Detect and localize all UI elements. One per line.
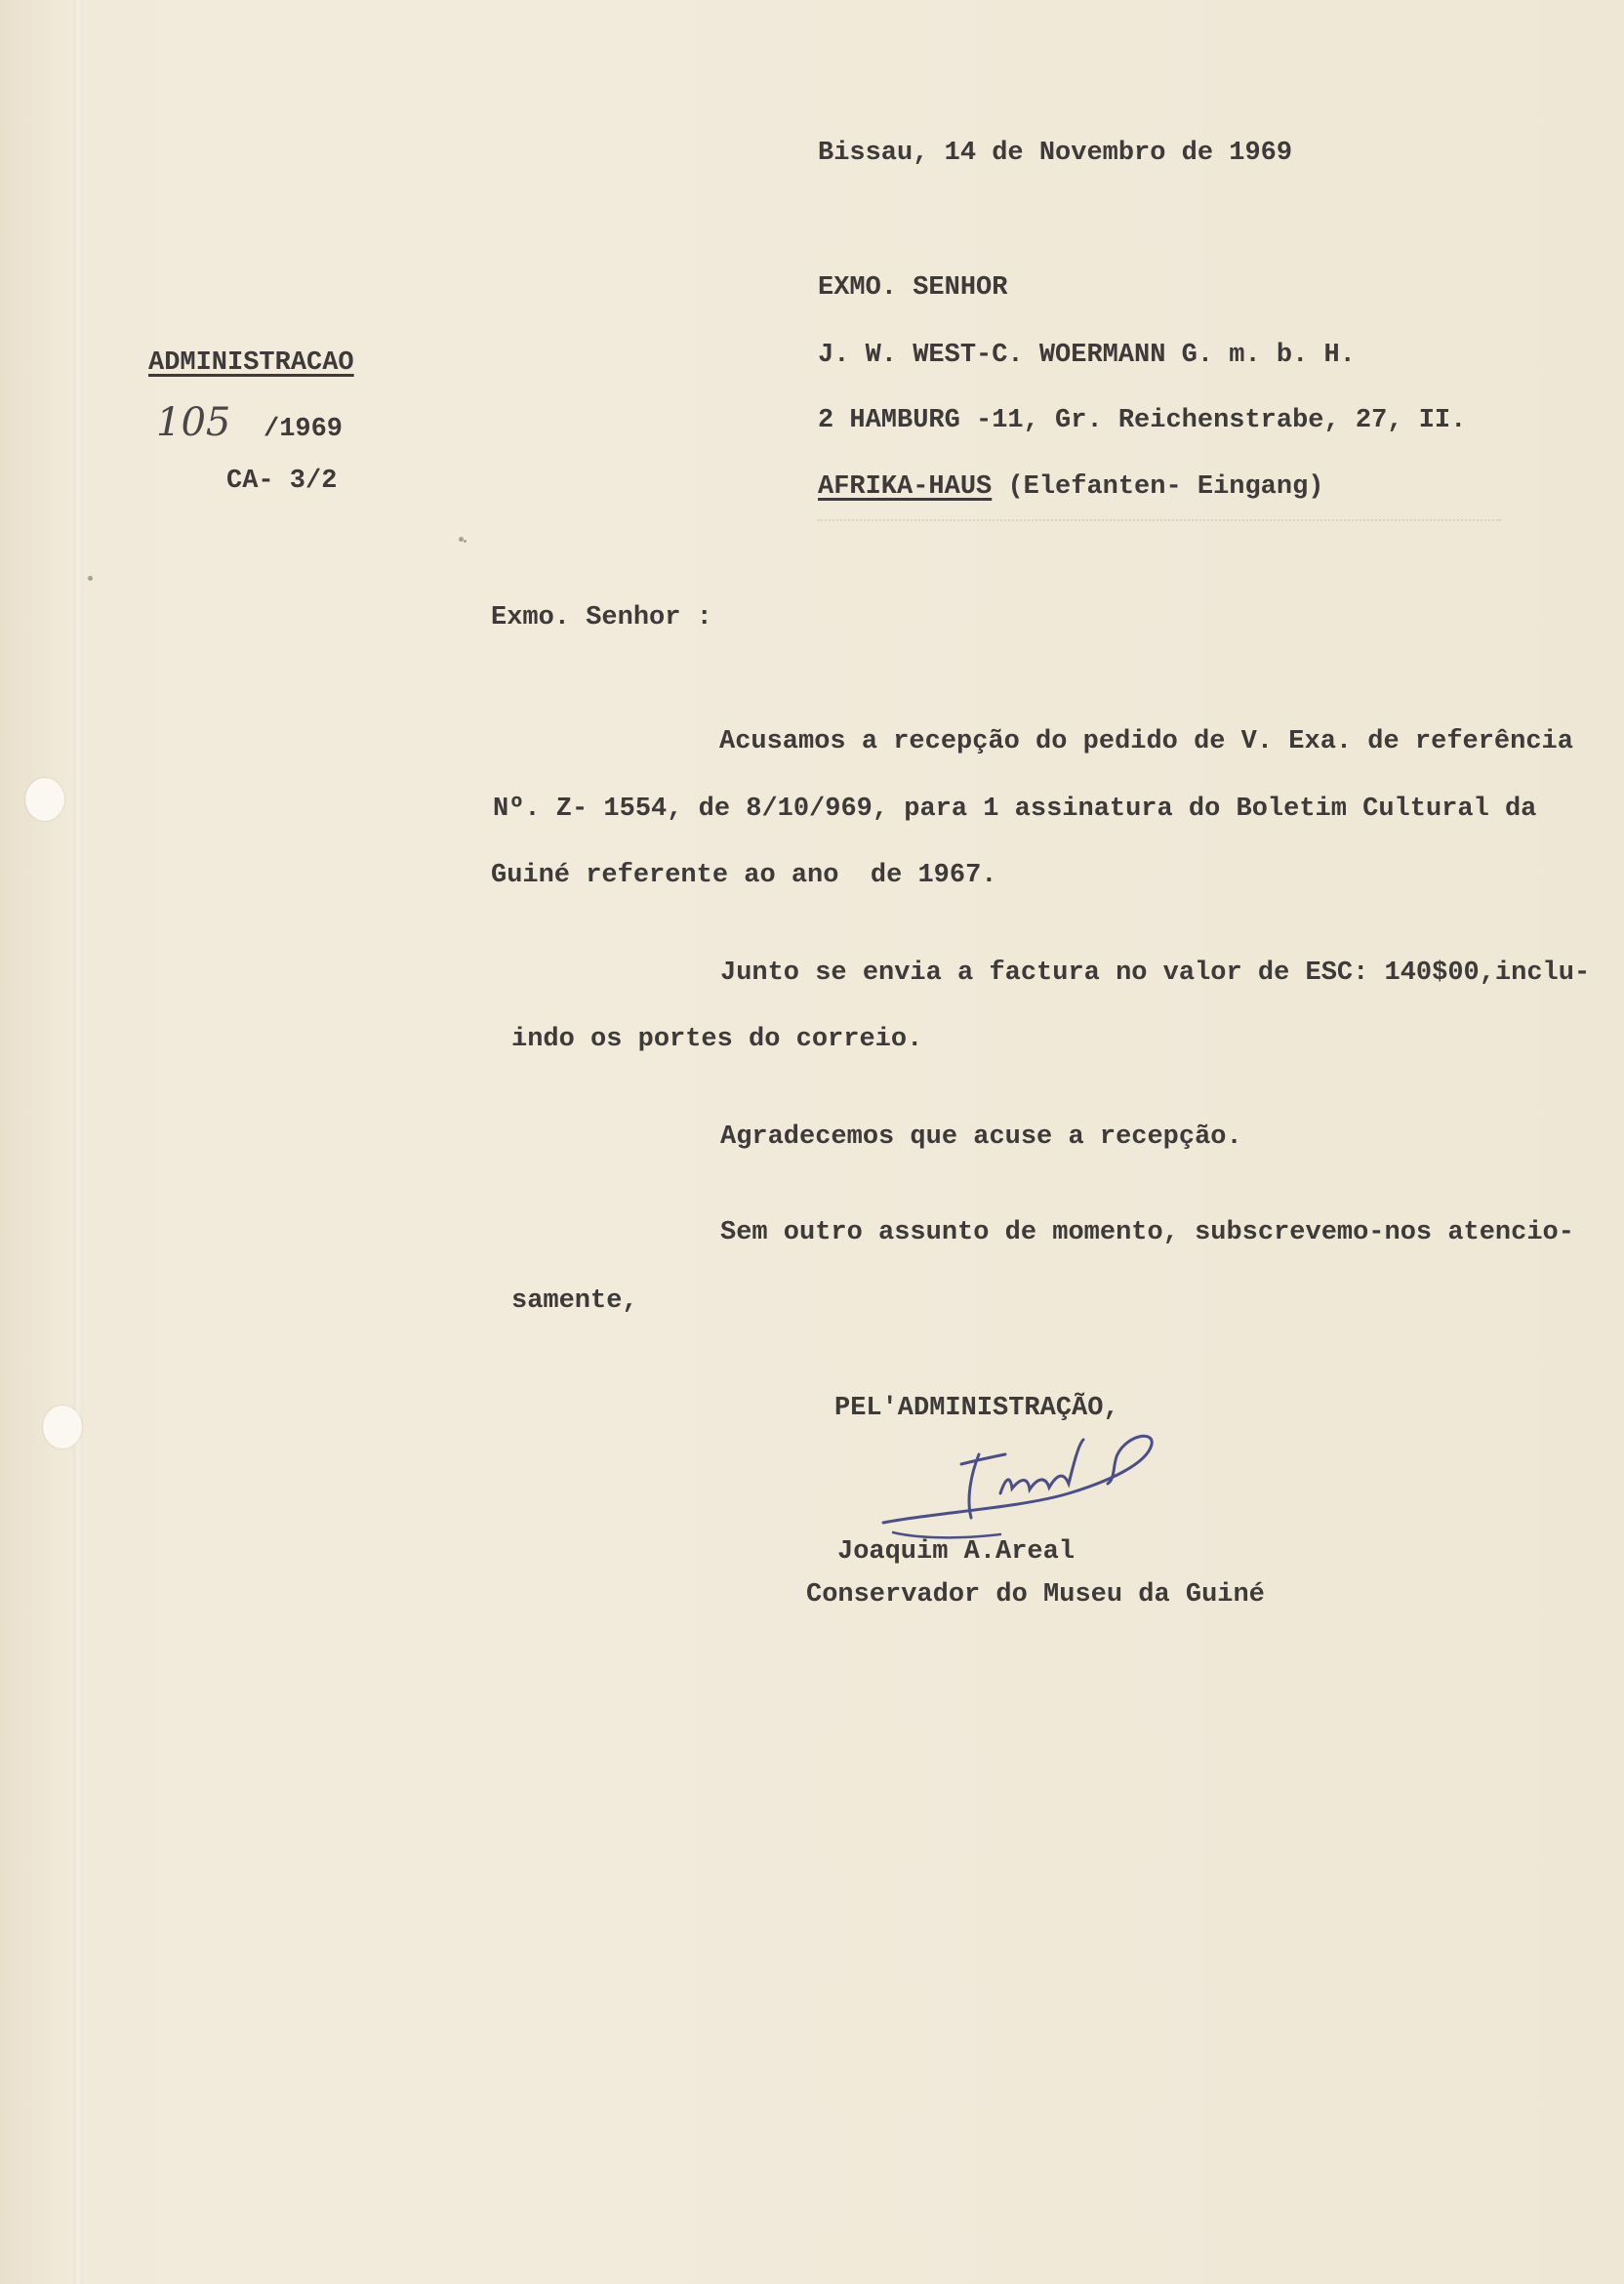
paragraph1-line1: Acusamos a recepção do pedido de V. Exa. de referência — [719, 727, 1573, 756]
paragraph2-line2: indo os portes do correio. — [511, 1025, 923, 1054]
paragraph2-line1: Junto se envia a factura no valor de ESC: 140$00,inclu- — [720, 958, 1591, 988]
paragraph1-line3: Guiné referente ao ano de 1967. — [491, 861, 997, 890]
paragraph4-line1: Sem outro assunto de momento, subscrevemo-nos atencio- — [720, 1218, 1574, 1247]
sender-office: ADMINISTRACAO — [148, 348, 354, 378]
paragraph3: Agradecemos que acuse a recepção. — [720, 1122, 1242, 1152]
paper-speck — [464, 540, 467, 543]
recipient-building-line — [818, 470, 1324, 504]
paragraph4-line2: samente, — [511, 1286, 638, 1316]
address-dotted-line — [818, 517, 1501, 521]
punch-hole-top — [25, 778, 64, 821]
reference-number-handwritten: 105 — [156, 400, 231, 445]
paper-speck — [88, 576, 93, 581]
letter-greeting: Exmo. Senhor : — [491, 603, 712, 632]
signature-image — [873, 1425, 1166, 1552]
page-fold — [73, 0, 83, 2284]
paragraph1-line2: Nº. Z- 1554, de 8/10/969, para 1 assinatura do Boletim Cultural da — [493, 795, 1537, 824]
recipient-entrance: (Elefanten- Eingang) — [1007, 472, 1324, 502]
letter-date: Bissau, 14 de Novembro de 1969 — [818, 139, 1293, 168]
recipient-company: J. W. WEST-C. WOERMANN G. m. b. H. — [818, 341, 1356, 370]
signatory-title: Conservador do Museu da Guiné — [806, 1580, 1265, 1610]
reference-code: CA- 3/2 — [226, 467, 338, 496]
recipient-building: AFRIKA-HAUS — [818, 472, 993, 502]
signatory-name: Joaquim A.Areal — [837, 1537, 1076, 1567]
closing-pel-administracao: PEL'ADMINISTRAÇÃO, — [834, 1394, 1119, 1423]
reference-year: /1969 — [264, 415, 344, 444]
recipient-salutation-title: EXMO. SENHOR — [818, 273, 1008, 303]
recipient-address: 2 HAMBURG -11, Gr. Reichenstrabe, 27, II. — [818, 406, 1467, 435]
punch-hole-bottom — [43, 1406, 82, 1448]
